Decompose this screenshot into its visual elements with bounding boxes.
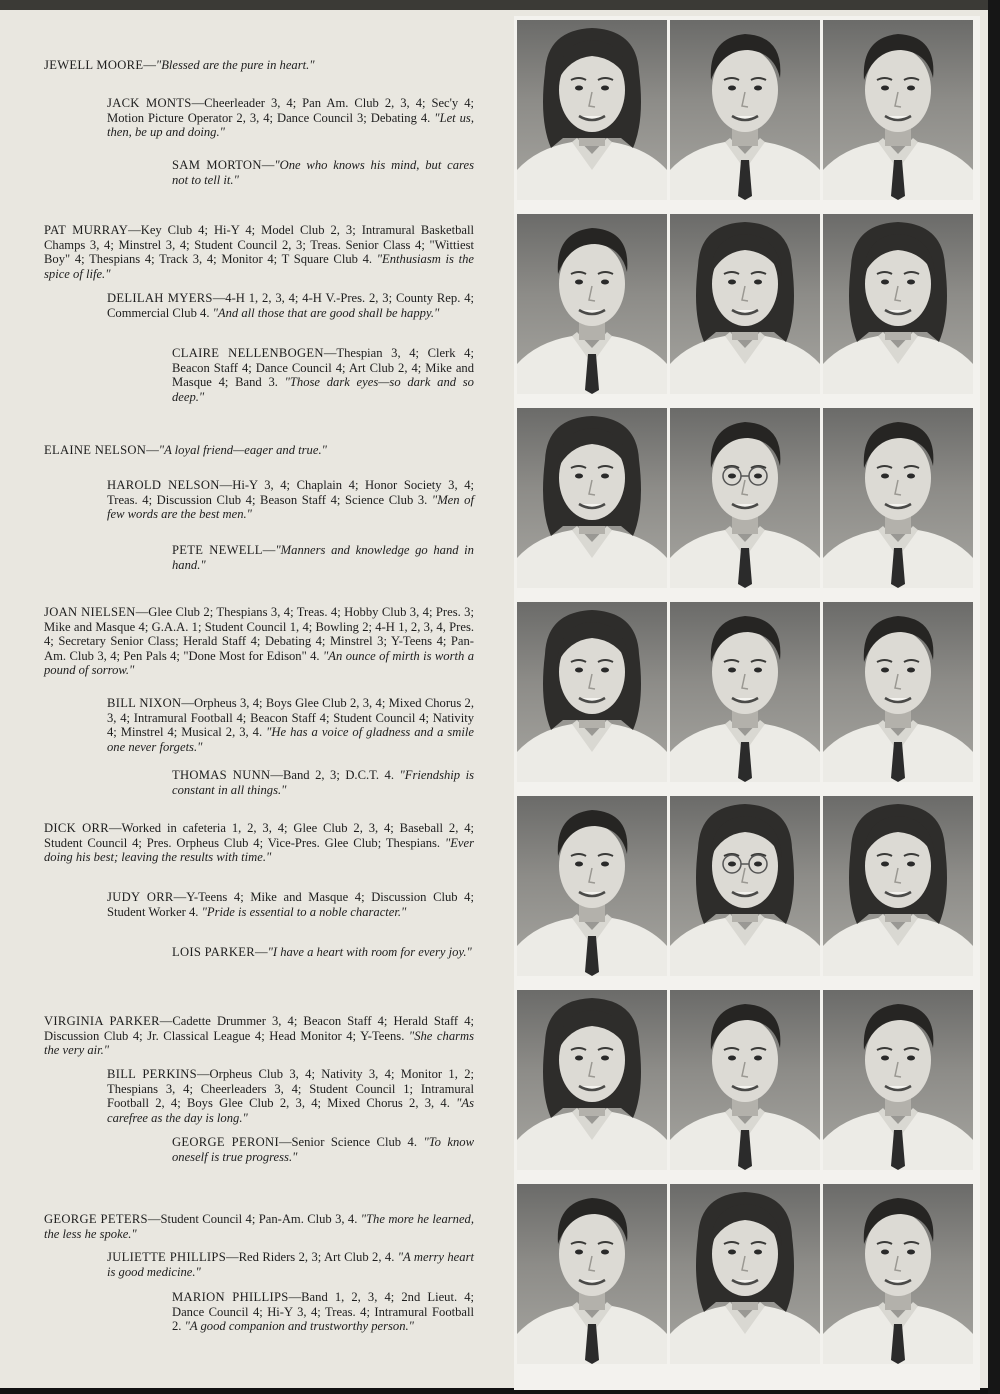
portrait-photo bbox=[670, 990, 820, 1170]
senior-quote: "Ever doing his best; leaving the results with time." bbox=[44, 835, 474, 865]
portrait-photo bbox=[517, 1184, 667, 1364]
senior-quote: "An ounce of mirth is worth a pound of sorrow." bbox=[44, 648, 475, 678]
senior-activities: Band 1, 2, 3, 4; 2nd Lieut. 4; Dance Council 4; Hi-Y 3, 4; Treas. 4; Intramural Football 2. bbox=[172, 1290, 474, 1334]
portrait-photo bbox=[517, 990, 667, 1170]
senior-name: HAROLD NELSON bbox=[107, 478, 220, 492]
senior-name: SAM MORTON bbox=[172, 158, 262, 172]
senior-name: LOIS PARKER bbox=[172, 945, 255, 959]
portrait-photo bbox=[670, 602, 820, 782]
senior-name: VIRGINIA PARKER bbox=[44, 1014, 160, 1028]
senior-quote: "Blessed are the pure in heart." bbox=[155, 58, 315, 72]
senior-activities: Cadette Drummer 3, 4; Beacon Staff 4; Herald Staff 4; Discussion Club 4; Jr. Classical League 4; Head Monitor 4; Y-Teens. bbox=[44, 1014, 474, 1043]
senior-quote: "Friendship is constant in all things." bbox=[172, 768, 474, 797]
portrait-photo bbox=[517, 796, 667, 976]
senior-quote: "He has a voice of gladness and a smile one never forgets." bbox=[107, 725, 474, 754]
senior-entry: DELILAH MYERS—4-H 1, 2, 3, 4; 4-H V.-Pres. 2, 3; County Rep. 4; Commercial Club 4. "And all those that are good shall be happy." bbox=[107, 291, 474, 320]
senior-entry: BILL NIXON—Orpheus 3, 4; Boys Glee Club 2, 3, 4; Mixed Chorus 2, 3, 4; Intramural Football 4; Beacon Staff 4; Student Council 4; Nativity 4; Minstrel 4; Musical 2, 3, 4. "He has a voice of gladness and a smile one never forgets." bbox=[107, 696, 474, 754]
senior-entry: JUDY ORR—Y-Teens 4; Mike and Masque 4; Discussion Club 4; Student Worker 4. "Pride is essential to a noble character." bbox=[107, 890, 474, 919]
senior-name: PAT MURRAY bbox=[44, 223, 129, 237]
senior-entry: DICK ORR—Worked in cafeteria 1, 2, 3, 4; Glee Club 2, 3, 4; Baseball 2, 4; Student Council 4; Pres. Orpheus Club 4; Vice-Pres. Glee Club; Thespians. "Ever doing his best; leaving the results with time." bbox=[44, 821, 475, 865]
senior-name: CLAIRE NELLENBOGEN bbox=[172, 346, 324, 360]
senior-activities: Student Council 4; Pan-Am. Club 3, 4. bbox=[160, 1212, 358, 1226]
senior-entry: GEORGE PETERS—Student Council 4; Pan-Am. Club 3, 4. "The more he learned, the less he spoke." bbox=[44, 1212, 475, 1241]
portrait-photo bbox=[823, 796, 973, 976]
portrait-photo bbox=[823, 1184, 973, 1364]
senior-quote: "Men of few words are the best men." bbox=[107, 492, 474, 522]
senior-name: DICK ORR bbox=[44, 821, 109, 835]
portrait-photo bbox=[670, 796, 820, 976]
senior-entry: MARION PHILLIPS—Band 1, 2, 3, 4; 2nd Lieut. 4; Dance Council 4; Hi-Y 3, 4; Treas. 4; Intramural Football 2. "A good companion and trustworthy person." bbox=[172, 1290, 474, 1334]
portrait-photo bbox=[670, 20, 820, 200]
senior-activities: Worked in cafeteria 1, 2, 3, 4; Glee Club 2, 3, 4; Baseball 2, 4; Student Council 4; Pres. Orpheus Club 4; Vice-Pres. Glee Club; Thespians. bbox=[44, 821, 475, 850]
portrait-photo bbox=[517, 602, 667, 782]
senior-activities: Cheerleader 3, 4; Pan Am. Club 2, 3, 4; Sec'y 4; Motion Picture Operator 2, 3, 4; Dance Council 3; Debating 4. bbox=[107, 96, 474, 125]
senior-name: MARION PHILLIPS bbox=[172, 1290, 289, 1304]
senior-entry: ELAINE NELSON—"A loyal friend—eager and true." bbox=[44, 443, 327, 457]
senior-name: THOMAS NUNN bbox=[172, 768, 271, 782]
senior-entry: CLAIRE NELLENBOGEN—Thespian 3, 4; Clerk 4; Beacon Staff 4; Dance Council 4; Art Club 2, 4; Mike and Masque 4; Band 3. "Those dark eyes—so dark and so deep." bbox=[172, 346, 474, 404]
senior-entry: GEORGE PERONI—Senior Science Club 4. "To know oneself is true progress." bbox=[172, 1135, 474, 1164]
portrait-photo bbox=[517, 214, 667, 394]
senior-entry: VIRGINIA PARKER—Cadette Drummer 3, 4; Beacon Staff 4; Herald Staff 4; Discussion Club 4; Jr. Classical League 4; Head Monitor 4; Y-Teens. "She charms the very air." bbox=[44, 1014, 475, 1058]
book-right-edge bbox=[988, 0, 1000, 1394]
senior-activities: Orpheus Club 3, 4; Nativity 3, 4; Monitor 1, 2; Thespians 3, 4; Cheerleaders 3, 4; Student Council 1; Intramural Football 2, 4; Boys Glee Club 2, 3, 4; Mixed Chorus 2, 3, 4. bbox=[107, 1067, 474, 1111]
senior-quote: "One who knows his mind, but cares not to tell it." bbox=[172, 158, 474, 187]
senior-quote: "A loyal friend—eager and true." bbox=[158, 443, 327, 457]
senior-name: PETE NEWELL bbox=[172, 543, 263, 557]
portrait-photo bbox=[670, 214, 820, 394]
senior-name: JULIETTE PHILLIPS bbox=[107, 1250, 227, 1264]
senior-name: GEORGE PERONI bbox=[172, 1135, 279, 1149]
senior-entry: PETE NEWELL—"Manners and knowledge go hand in hand." bbox=[172, 543, 474, 572]
senior-entry: PAT MURRAY—Key Club 4; Hi-Y 4; Model Club 2, 3; Intramural Basketball Champs 3, 4; Minstrel 3, 4; Student Council 2, 3; Treas. Senior Class 4; "Wittiest Boy" 4; Thespians 4; Track 3, 4; Monitor 4; T Square Club 4. "Enthusiasm is the spice of life." bbox=[44, 223, 475, 281]
senior-entry: JEWELL MOORE—"Blessed are the pure in heart." bbox=[44, 58, 315, 72]
senior-entry: JULIETTE PHILLIPS—Red Riders 2, 3; Art Club 2, 4. "A merry heart is good medicine." bbox=[107, 1250, 474, 1279]
senior-activities: Orpheus 3, 4; Boys Glee Club 2, 3, 4; Mixed Chorus 2, 3, 4; Intramural Football 4; Beacon Staff 4; Student Council 4; Nativity 4; Minstrel 4; Musical 2, 3, 4. bbox=[107, 696, 474, 740]
senior-name: JACK MONTS bbox=[107, 96, 192, 110]
senior-quote: "A merry heart is good medicine." bbox=[107, 1250, 474, 1279]
senior-quote: "As carefree as the day is long." bbox=[107, 1096, 474, 1125]
senior-activities: Senior Science Club 4. bbox=[291, 1135, 417, 1149]
senior-name: ELAINE NELSON bbox=[44, 443, 147, 457]
senior-quote: "A good companion and trustworthy person." bbox=[184, 1319, 414, 1334]
senior-entry: JOAN NIELSEN—Glee Club 2; Thespians 3, 4; Treas. 4; Hobby Club 3, 4; Pres. 3; Mike and Masque 4; G.A.A. 1; Student Council 1, 4; Bowling 2; 4-H 1, 2, 3, 4, Pres. 4; Secretary Senior Class; Herald Staff 4; Debating 4; Minstrel 3; Y-Teens 4; Pan-Am. Club 3, 4; Pen Pals 4; "Done Most for Edison" 4. "An ounce of mirth is worth a pound of sorrow." bbox=[44, 605, 475, 678]
portrait-photo bbox=[823, 214, 973, 394]
senior-quote: "To know oneself is true progress." bbox=[172, 1135, 474, 1164]
senior-name: JUDY ORR bbox=[107, 890, 174, 904]
senior-name: BILL NIXON bbox=[107, 696, 182, 710]
senior-activities: Y-Teens 4; Mike and Masque 4; Discussion Club 4; Student Worker 4. bbox=[107, 890, 474, 919]
senior-name: JEWELL MOORE bbox=[44, 58, 144, 72]
senior-entry: HAROLD NELSON—Hi-Y 3, 4; Chaplain 4; Honor Society 3, 4; Treas. 4; Discussion Club 4; Beason Staff 4; Science Club 3. "Men of few words are the best men." bbox=[107, 478, 474, 522]
portrait-photo bbox=[823, 990, 973, 1170]
senior-quote: "Manners and knowledge go hand in hand." bbox=[172, 543, 474, 572]
senior-activities: 4-H 1, 2, 3, 4; 4-H V.-Pres. 2, 3; County Rep. 4; Commercial Club 4. bbox=[107, 291, 474, 320]
senior-name: GEORGE PETERS bbox=[44, 1212, 148, 1226]
senior-quote: "Pride is essential to a noble character." bbox=[201, 904, 407, 919]
portrait-photo bbox=[517, 20, 667, 200]
senior-entry: LOIS PARKER—"I have a heart with room for every joy." bbox=[172, 945, 472, 959]
portrait-photo bbox=[823, 408, 973, 588]
senior-quote: "Let us, then, be up and doing." bbox=[107, 110, 474, 140]
senior-quote: "The more he learned, the less he spoke." bbox=[44, 1212, 475, 1241]
senior-entry: JACK MONTS—Cheerleader 3, 4; Pan Am. Club 2, 3, 4; Sec'y 4; Motion Picture Operator 2, 3, 4; Dance Council 3; Debating 4. "Let us, then, be up and doing." bbox=[107, 96, 474, 140]
portrait-photo bbox=[823, 602, 973, 782]
senior-quote: "She charms the very air." bbox=[44, 1028, 475, 1058]
senior-quote: "Enthusiasm is the spice of life." bbox=[44, 252, 475, 281]
portrait-photo bbox=[517, 408, 667, 588]
senior-name: JOAN NIELSEN bbox=[44, 605, 136, 619]
senior-quote: "Those dark eyes—so dark and so deep." bbox=[172, 375, 474, 404]
portrait-photo bbox=[670, 1184, 820, 1364]
senior-quote: "And all those that are good shall be happy." bbox=[212, 305, 440, 320]
senior-quote: "I have a heart with room for every joy." bbox=[267, 945, 472, 959]
senior-activities: Red Riders 2, 3; Art Club 2, 4. bbox=[238, 1250, 395, 1264]
senior-entry: SAM MORTON—"One who knows his mind, but cares not to tell it." bbox=[172, 158, 474, 187]
senior-activities: Glee Club 2; Thespians 3, 4; Treas. 4; Hobby Club 3, 4; Pres. 3; Mike and Masque 4; G.A.A. 1; Student Council 1, 4; Bowling 2; 4-H 1, 2, 3, 4, Pres. 4; Secretary Senior Class; Herald Staff 4; Debating 4; Minstrel 3; Y-Teens 4; Pan-Am. Club 3, 4; Pen Pals 4; "Done Most for Edison" 4. bbox=[44, 605, 474, 663]
senior-name: DELILAH MYERS bbox=[107, 291, 213, 305]
portrait-photo bbox=[823, 20, 973, 200]
senior-name: BILL PERKINS bbox=[107, 1067, 197, 1081]
senior-text-column bbox=[0, 8, 515, 1388]
senior-entry: BILL PERKINS—Orpheus Club 3, 4; Nativity 3, 4; Monitor 1, 2; Thespians 3, 4; Cheerleaders 3, 4; Student Council 1; Intramural Football 2, 4; Boys Glee Club 2, 3, 4; Mixed Chorus 2, 3, 4. "As carefree as the day is long." bbox=[107, 1067, 474, 1125]
senior-activities: Thespian 3, 4; Clerk 4; Beacon Staff 4; Dance Council 4; Art Club 2, 4; Mike and Masque 4; Band 3. bbox=[172, 346, 474, 390]
senior-activities: Key Club 4; Hi-Y 4; Model Club 2, 3; Intramural Basketball Champs 3, 4; Minstrel 3, 4; Student Council 2, 3; Treas. Senior Class 4; "Wittiest Boy" 4; Thespians 4; Track 3, 4; Monitor 4; T Square Club 4. bbox=[44, 223, 474, 267]
senior-activities: Band 2, 3; D.C.T. 4. bbox=[282, 768, 394, 782]
portrait-grid bbox=[514, 16, 980, 1390]
senior-entry: THOMAS NUNN—Band 2, 3; D.C.T. 4. "Friendship is constant in all things." bbox=[172, 768, 474, 797]
portrait-photo bbox=[670, 408, 820, 588]
senior-activities: Hi-Y 3, 4; Chaplain 4; Honor Society 3, 4; Treas. 4; Discussion Club 4; Beason Staff 4; Science Club 3. bbox=[107, 478, 474, 507]
